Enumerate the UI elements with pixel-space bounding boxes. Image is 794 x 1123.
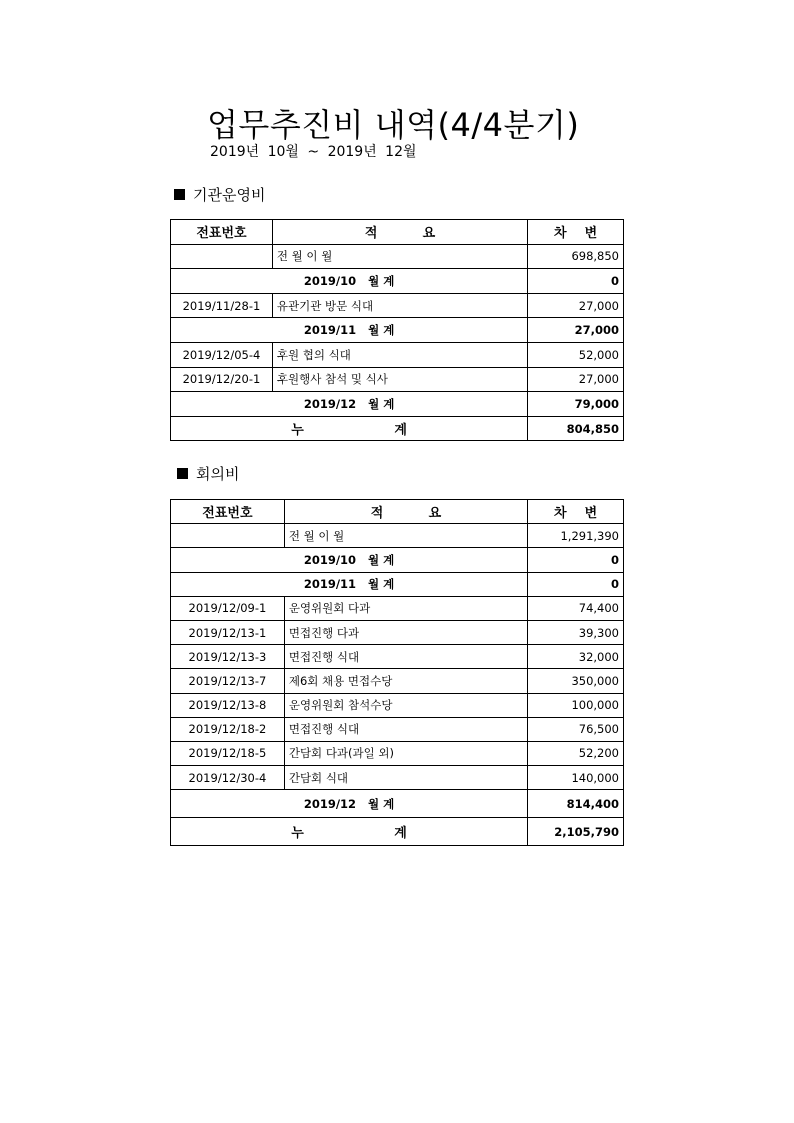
header-amount: 차 변 [528,500,624,524]
subtotal-label: 2019/10 월 계 [171,548,528,572]
amount: 27,000 [528,367,624,392]
description: 운영위원회 다과 [284,596,527,620]
table-row [171,717,624,741]
subtotal-row [171,318,624,343]
subtotal-amount: 27,000 [528,318,624,343]
amount: 32,000 [528,645,624,669]
table-row [171,596,624,620]
subtotal-amount: 814,400 [528,790,624,818]
subtotal-label: 2019/11 월 계 [171,572,528,596]
description: 간담회 다과(과일 외) [284,741,527,765]
subtotal-label: 2019/10 월 계 [171,269,528,294]
carry-no [171,524,285,548]
subtotal-row [171,392,624,417]
subtotal-row [171,269,624,294]
amount: 52,200 [528,741,624,765]
voucher-no: 2019/12/18-5 [171,741,285,765]
voucher-no: 2019/11/28-1 [171,293,273,318]
voucher-no: 2019/12/13-1 [171,620,285,644]
subtotal-amount: 0 [528,572,624,596]
header-description: 적 요 [272,220,527,245]
carry-no [171,244,273,269]
section1-heading [174,184,265,205]
total-row [171,818,624,846]
section1-title: 기관운영비 [193,186,266,204]
description: 면접진행 다과 [284,620,527,644]
table-row [171,766,624,790]
description: 면접진행 식대 [284,717,527,741]
table-row [171,620,624,644]
section1-table [170,219,624,441]
subtotal-amount: 0 [528,548,624,572]
header-voucher-no: 전표번호 [171,500,285,524]
carry-label: 전 월 이 월 [272,244,527,269]
subtotal-amount: 0 [528,269,624,294]
amount: 74,400 [528,596,624,620]
subtotal-row [171,548,624,572]
subtotal-amount: 79,000 [528,392,624,417]
amount: 27,000 [528,293,624,318]
subtotal-label: 2019/11 월 계 [171,318,528,343]
section2-title: 회의비 [196,465,240,483]
amount: 39,300 [528,620,624,644]
amount: 52,000 [528,342,624,367]
carry-row [171,524,624,548]
section2-heading [177,463,239,484]
table-row [171,669,624,693]
table-row [171,342,624,367]
square-bullet-icon [177,468,188,479]
amount: 350,000 [528,669,624,693]
amount: 76,500 [528,717,624,741]
table-row [171,693,624,717]
description: 유관기관 방문 식대 [272,293,527,318]
description: 면접진행 식대 [284,645,527,669]
subtotal-label: 2019/12 월 계 [171,790,528,818]
description: 후원행사 참석 및 식사 [272,367,527,392]
total-amount: 804,850 [528,416,624,441]
header-amount: 차 변 [528,220,624,245]
subtotal-label: 2019/12 월 계 [171,392,528,417]
table-row [171,367,624,392]
total-row [171,416,624,441]
description: 후원 협의 식대 [272,342,527,367]
total-label: 누 계 [171,416,528,441]
description: 운영위원회 참석수당 [284,693,527,717]
description: 제6회 채용 면접수당 [284,669,527,693]
subtotal-row [171,790,624,818]
amount: 100,000 [528,693,624,717]
total-label: 누 계 [171,818,528,846]
voucher-no: 2019/12/18-2 [171,717,285,741]
voucher-no: 2019/12/13-8 [171,693,285,717]
voucher-no: 2019/12/13-3 [171,645,285,669]
description: 간담회 식대 [284,766,527,790]
voucher-no: 2019/12/05-4 [171,342,273,367]
carry-amount: 698,850 [528,244,624,269]
carry-label: 전 월 이 월 [284,524,527,548]
table-row [171,293,624,318]
voucher-no: 2019/12/13-7 [171,669,285,693]
carry-row [171,244,624,269]
section2-table [170,499,624,846]
voucher-no: 2019/12/30-4 [171,766,285,790]
page-title: 업무추진비 내역(4/4분기) [207,106,580,144]
carry-amount: 1,291,390 [528,524,624,548]
table-row [171,741,624,765]
amount: 140,000 [528,766,624,790]
voucher-no: 2019/12/20-1 [171,367,273,392]
header-description: 적 요 [284,500,527,524]
header-voucher-no: 전표번호 [171,220,273,245]
subtotal-row [171,572,624,596]
total-amount: 2,105,790 [528,818,624,846]
table-row [171,645,624,669]
period-range: 2019년 10월 ~ 2019년 12월 [210,144,417,160]
square-bullet-icon [174,189,185,200]
voucher-no: 2019/12/09-1 [171,596,285,620]
